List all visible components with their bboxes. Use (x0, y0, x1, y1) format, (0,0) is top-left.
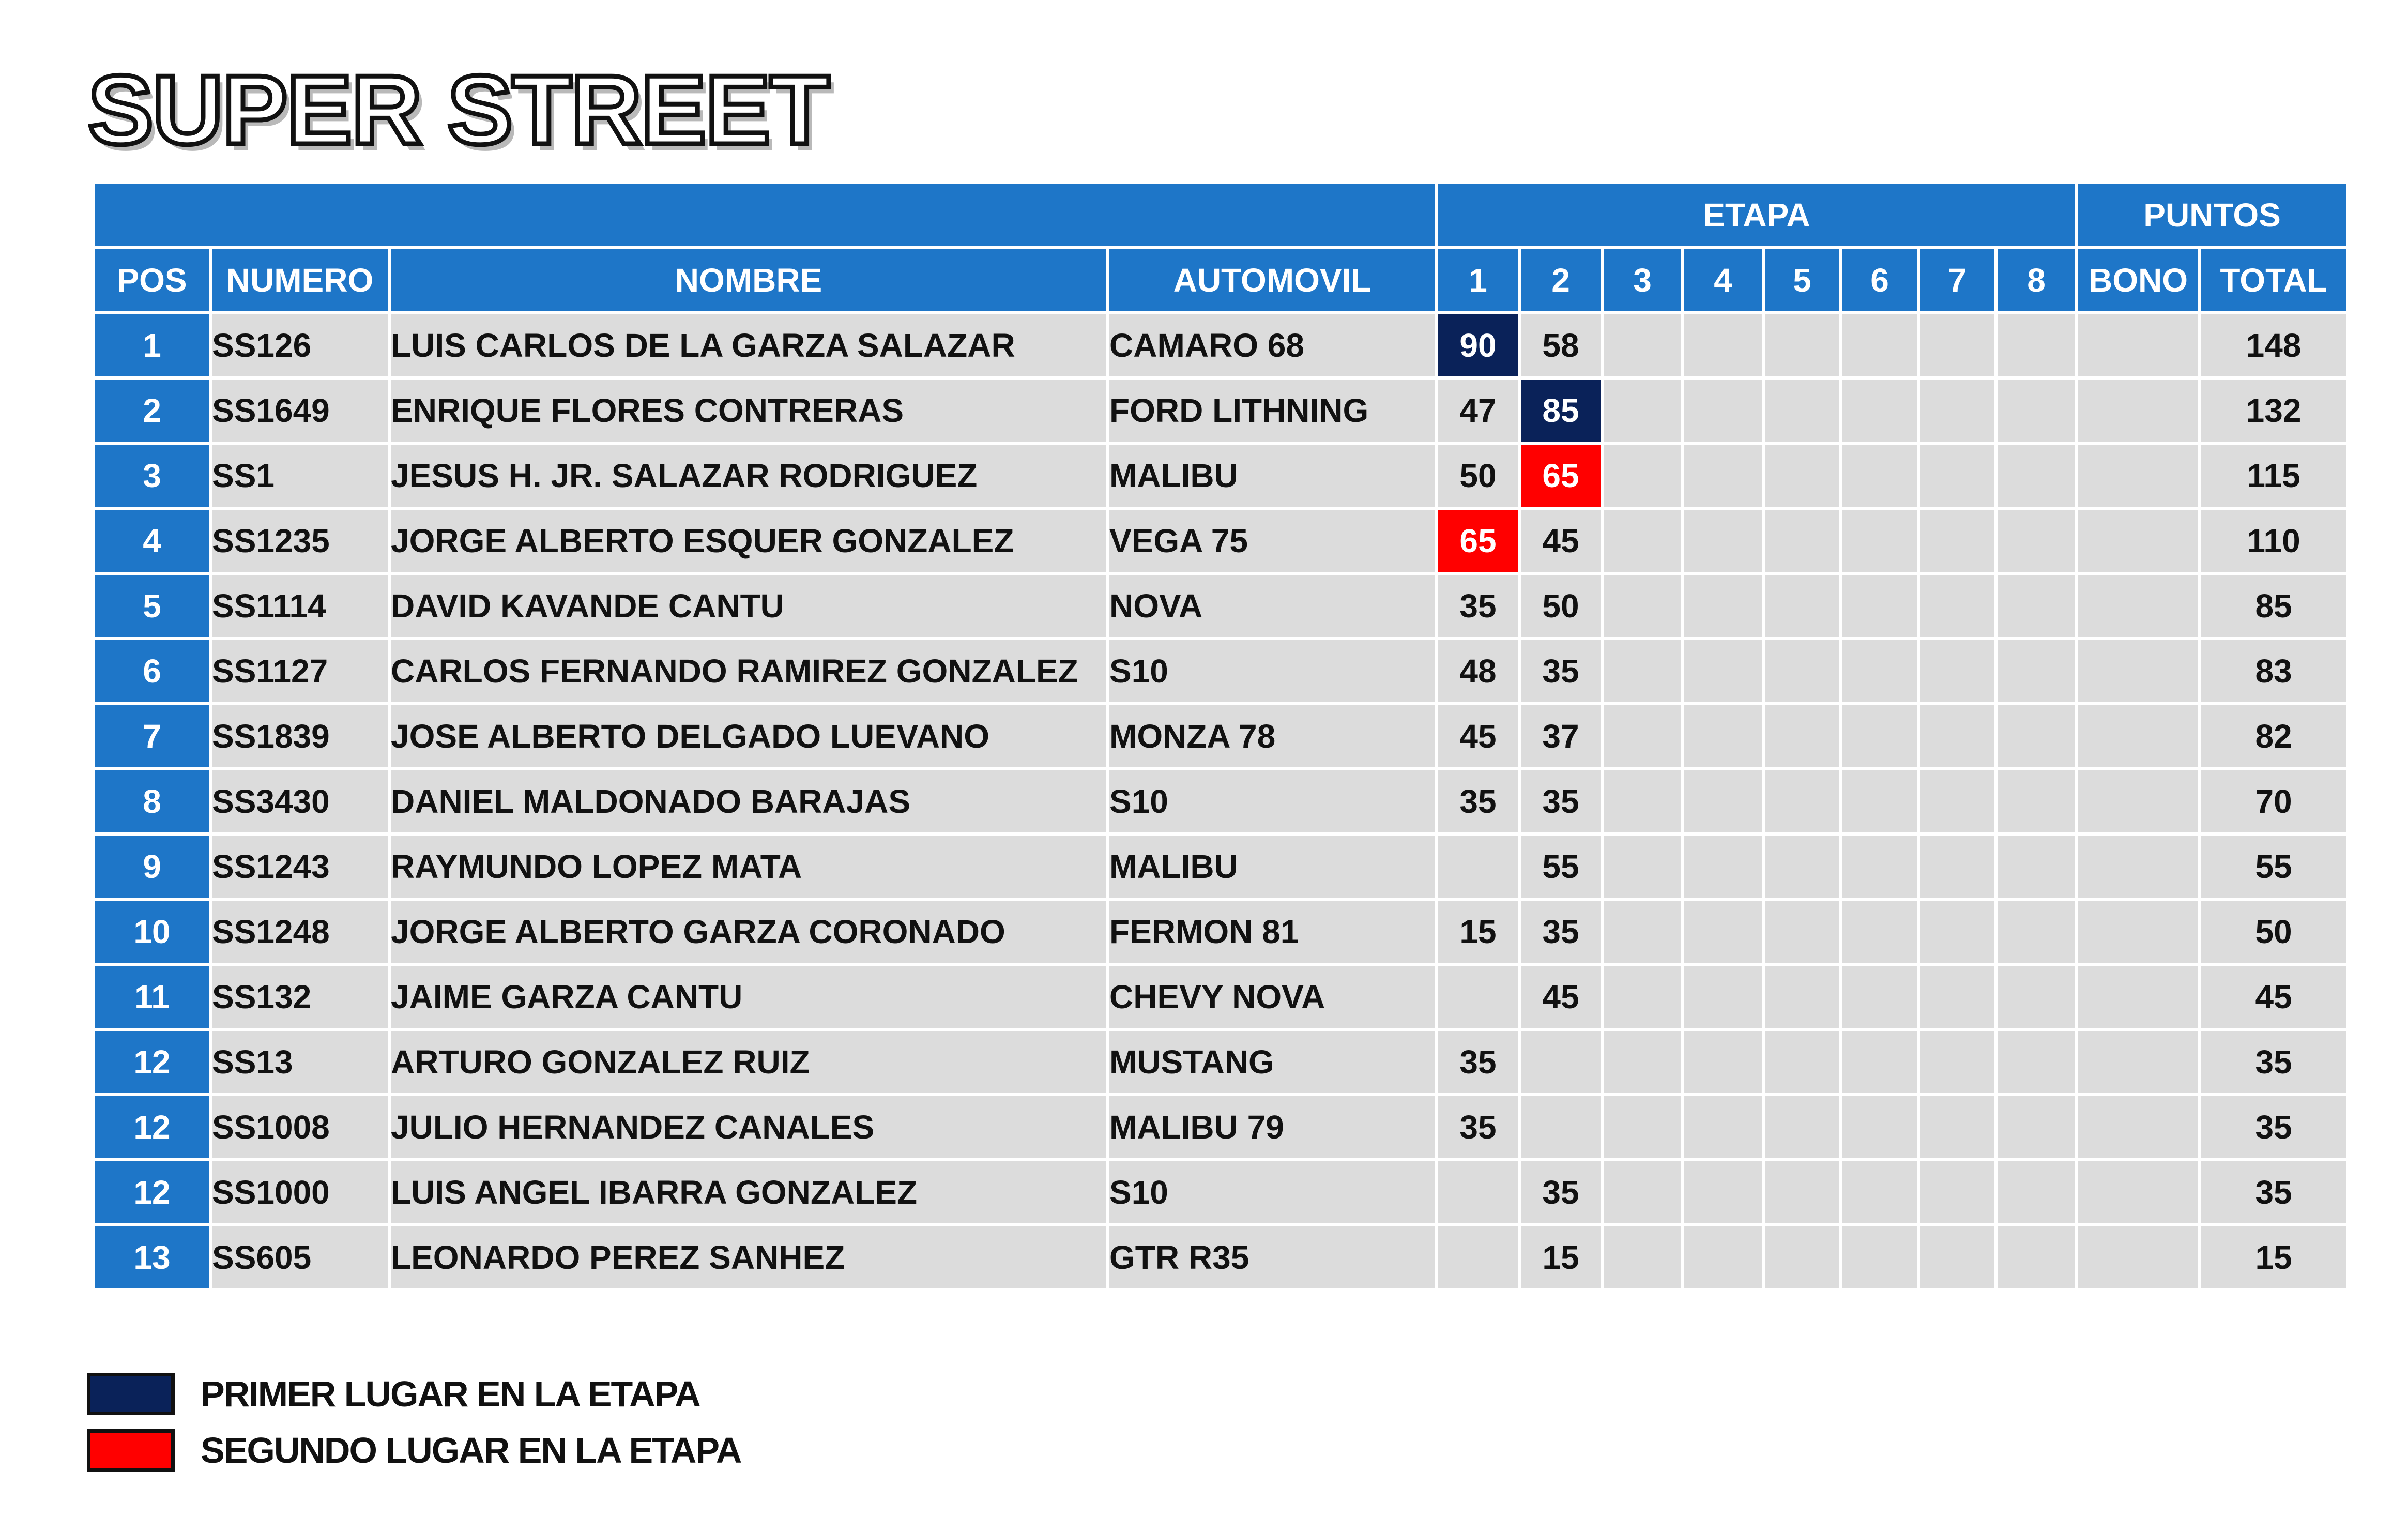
bonus-cell (2078, 575, 2198, 637)
stage-2-cell: 45 (1521, 510, 1601, 572)
number-cell: SS1248 (212, 901, 388, 963)
table-row (95, 640, 2346, 702)
number-cell: SS1243 (212, 836, 388, 898)
stage-1-cell: 35 (1438, 1031, 1518, 1093)
stage-1-cell: 35 (1438, 1096, 1518, 1158)
stage-6-cell (1842, 1226, 1917, 1288)
number-cell: SS1127 (212, 640, 388, 702)
stage-4-cell (1684, 640, 1762, 702)
col-header-stage-7: 7 (1920, 249, 1994, 311)
number-cell: SS1000 (212, 1161, 388, 1223)
stage-7-cell (1920, 1226, 1994, 1288)
total-cell: 83 (2201, 640, 2346, 702)
car-cell: FERMON 81 (1109, 901, 1435, 963)
col-header-total: TOTAL (2201, 249, 2346, 311)
stage-8-cell (1998, 1161, 2075, 1223)
position-cell: 2 (95, 380, 209, 442)
stage-3-cell (1604, 901, 1681, 963)
stage-1-cell: 65 (1438, 510, 1518, 572)
bonus-cell (2078, 445, 2198, 507)
col-header-stage-1: 1 (1438, 249, 1518, 311)
stage-8-cell (1998, 1226, 2075, 1288)
stage-2-cell: 35 (1521, 640, 1601, 702)
legend-second (87, 1429, 741, 1472)
bonus-cell (2078, 966, 2198, 1028)
stage-7-cell (1920, 640, 1994, 702)
stage-7-cell (1920, 836, 1994, 898)
standings-table (92, 181, 2349, 1292)
col-header-bono: BONO (2078, 249, 2198, 311)
stage-7-cell (1920, 1096, 1994, 1158)
total-cell: 148 (2201, 314, 2346, 376)
legend-first (87, 1373, 700, 1415)
legend-first-label: PRIMER LUGAR EN LA ETAPA (201, 1374, 700, 1414)
total-cell: 35 (2201, 1161, 2346, 1223)
stage-3-cell (1604, 510, 1681, 572)
stage-7-cell (1920, 966, 1994, 1028)
stage-5-cell (1765, 1226, 1839, 1288)
stage-6-cell (1842, 1096, 1917, 1158)
stage-6-cell (1842, 966, 1917, 1028)
stage-8-cell (1998, 510, 2075, 572)
position-cell: 7 (95, 705, 209, 767)
stage-6-cell (1842, 1161, 1917, 1223)
bonus-cell (2078, 705, 2198, 767)
name-cell: ARTURO GONZALEZ RUIZ (391, 1031, 1106, 1093)
number-cell: SS1114 (212, 575, 388, 637)
stage-8-cell (1998, 1031, 2075, 1093)
name-cell: JOSE ALBERTO DELGADO LUEVANO (391, 705, 1106, 767)
table-row (95, 770, 2346, 832)
car-cell: MALIBU 79 (1109, 1096, 1435, 1158)
stage-4-cell (1684, 836, 1762, 898)
stage-2-cell: 65 (1521, 445, 1601, 507)
stage-3-cell (1604, 836, 1681, 898)
table-row (95, 380, 2346, 442)
stage-7-cell (1920, 770, 1994, 832)
number-cell: SS1649 (212, 380, 388, 442)
stage-1-cell (1438, 1161, 1518, 1223)
stage-8-cell (1998, 1096, 2075, 1158)
stage-4-cell (1684, 1096, 1762, 1158)
position-cell: 10 (95, 901, 209, 963)
stage-4-cell (1684, 1226, 1762, 1288)
stage-8-cell (1998, 380, 2075, 442)
stage-1-cell: 15 (1438, 901, 1518, 963)
position-cell: 9 (95, 836, 209, 898)
stage-1-cell (1438, 1226, 1518, 1288)
table-row (95, 1096, 2346, 1158)
stage-6-cell (1842, 575, 1917, 637)
stage-7-cell (1920, 314, 1994, 376)
position-cell: 12 (95, 1096, 209, 1158)
position-cell: 1 (95, 314, 209, 376)
number-cell: SS132 (212, 966, 388, 1028)
stage-5-cell (1765, 640, 1839, 702)
stage-3-cell (1604, 314, 1681, 376)
bonus-cell (2078, 380, 2198, 442)
stage-7-cell (1920, 380, 1994, 442)
stage-2-cell: 85 (1521, 380, 1601, 442)
stage-7-cell (1920, 575, 1994, 637)
stage-1-cell: 35 (1438, 770, 1518, 832)
col-header-stage-5: 5 (1765, 249, 1839, 311)
total-cell: 85 (2201, 575, 2346, 637)
stage-5-cell (1765, 1161, 1839, 1223)
car-cell: S10 (1109, 770, 1435, 832)
stage-3-cell (1604, 575, 1681, 637)
stage-5-cell (1765, 575, 1839, 637)
stage-5-cell (1765, 445, 1839, 507)
table-row (95, 1161, 2346, 1223)
stage-2-cell: 35 (1521, 901, 1601, 963)
col-header-stage-6: 6 (1842, 249, 1917, 311)
car-cell: S10 (1109, 640, 1435, 702)
stage-3-cell (1604, 445, 1681, 507)
standings-body (95, 314, 2346, 1288)
stage-5-cell (1765, 966, 1839, 1028)
number-cell: SS1008 (212, 1096, 388, 1158)
position-cell: 12 (95, 1161, 209, 1223)
position-cell: 5 (95, 575, 209, 637)
name-cell: RAYMUNDO LOPEZ MATA (391, 836, 1106, 898)
stage-5-cell (1765, 380, 1839, 442)
stage-3-cell (1604, 640, 1681, 702)
column-header-row (95, 249, 2346, 311)
stage-6-cell (1842, 445, 1917, 507)
position-cell: 6 (95, 640, 209, 702)
stage-4-cell (1684, 705, 1762, 767)
legend-second-swatch (87, 1429, 175, 1472)
stage-8-cell (1998, 966, 2075, 1028)
position-cell: 13 (95, 1226, 209, 1288)
number-cell: SS1839 (212, 705, 388, 767)
total-cell: 55 (2201, 836, 2346, 898)
total-cell: 35 (2201, 1031, 2346, 1093)
stage-5-cell (1765, 1096, 1839, 1158)
table-row (95, 705, 2346, 767)
stage-6-cell (1842, 510, 1917, 572)
name-cell: JORGE ALBERTO ESQUER GONZALEZ (391, 510, 1106, 572)
table-row (95, 575, 2346, 637)
col-header-numero: NUMERO (212, 249, 388, 311)
stage-6-cell (1842, 770, 1917, 832)
col-header-automovil: AUTOMOVIL (1109, 249, 1435, 311)
stage-8-cell (1998, 314, 2075, 376)
total-cell: 45 (2201, 966, 2346, 1028)
stage-8-cell (1998, 575, 2075, 637)
total-cell: 132 (2201, 380, 2346, 442)
stage-4-cell (1684, 445, 1762, 507)
stage-8-cell (1998, 901, 2075, 963)
name-cell: LUIS CARLOS DE LA GARZA SALAZAR (391, 314, 1106, 376)
name-cell: JESUS H. JR. SALAZAR RODRIGUEZ (391, 445, 1106, 507)
stage-8-cell (1998, 640, 2075, 702)
stage-3-cell (1604, 705, 1681, 767)
table-row (95, 901, 2346, 963)
stage-2-cell: 15 (1521, 1226, 1601, 1288)
stage-8-cell (1998, 836, 2075, 898)
col-header-stage-4: 4 (1684, 249, 1762, 311)
table-row (95, 1226, 2346, 1288)
stage-1-cell: 48 (1438, 640, 1518, 702)
stage-4-cell (1684, 1161, 1762, 1223)
number-cell: SS13 (212, 1031, 388, 1093)
stage-7-cell (1920, 705, 1994, 767)
table-row (95, 836, 2346, 898)
stage-3-cell (1604, 1096, 1681, 1158)
name-cell: DANIEL MALDONADO BARAJAS (391, 770, 1106, 832)
table-row (95, 966, 2346, 1028)
col-header-stage-3: 3 (1604, 249, 1681, 311)
stage-1-cell (1438, 966, 1518, 1028)
table-row (95, 510, 2346, 572)
car-cell: CAMARO 68 (1109, 314, 1435, 376)
bonus-cell (2078, 1226, 2198, 1288)
stage-7-cell (1920, 901, 1994, 963)
total-cell: 15 (2201, 1226, 2346, 1288)
stage-6-cell (1842, 380, 1917, 442)
position-cell: 3 (95, 445, 209, 507)
stage-6-cell (1842, 836, 1917, 898)
total-cell: 82 (2201, 705, 2346, 767)
legend-first-swatch (87, 1373, 175, 1415)
stage-7-cell (1920, 445, 1994, 507)
bonus-cell (2078, 901, 2198, 963)
stage-6-cell (1842, 705, 1917, 767)
position-cell: 4 (95, 510, 209, 572)
stage-3-cell (1604, 1226, 1681, 1288)
stage-4-cell (1684, 901, 1762, 963)
number-cell: SS3430 (212, 770, 388, 832)
bonus-cell (2078, 836, 2198, 898)
bonus-cell (2078, 314, 2198, 376)
stage-7-cell (1920, 1031, 1994, 1093)
stage-1-cell: 45 (1438, 705, 1518, 767)
car-cell: S10 (1109, 1161, 1435, 1223)
car-cell: CHEVY NOVA (1109, 966, 1435, 1028)
bonus-cell (2078, 1031, 2198, 1093)
stage-2-cell: 35 (1521, 1161, 1601, 1223)
stage-1-cell: 90 (1438, 314, 1518, 376)
group-header-points: PUNTOS (2078, 184, 2346, 246)
table-row (95, 314, 2346, 376)
stage-4-cell (1684, 380, 1762, 442)
stage-2-cell: 50 (1521, 575, 1601, 637)
name-cell: LUIS ANGEL IBARRA GONZALEZ (391, 1161, 1106, 1223)
group-header-row (95, 184, 2346, 246)
stage-2-cell: 35 (1521, 770, 1601, 832)
car-cell: GTR R35 (1109, 1226, 1435, 1288)
name-cell: CARLOS FERNANDO RAMIREZ GONZALEZ (391, 640, 1106, 702)
name-cell: LEONARDO PEREZ SANHEZ (391, 1226, 1106, 1288)
stage-5-cell (1765, 314, 1839, 376)
car-cell: MALIBU (1109, 445, 1435, 507)
stage-5-cell (1765, 510, 1839, 572)
bonus-cell (2078, 640, 2198, 702)
number-cell: SS126 (212, 314, 388, 376)
stage-6-cell (1842, 640, 1917, 702)
stage-3-cell (1604, 966, 1681, 1028)
name-cell: JAIME GARZA CANTU (391, 966, 1106, 1028)
car-cell: MUSTANG (1109, 1031, 1435, 1093)
stage-5-cell (1765, 1031, 1839, 1093)
legend-second-label: SEGUNDO LUGAR EN LA ETAPA (201, 1430, 741, 1470)
car-cell: VEGA 75 (1109, 510, 1435, 572)
stage-6-cell (1842, 1031, 1917, 1093)
name-cell: JULIO HERNANDEZ CANALES (391, 1096, 1106, 1158)
stage-4-cell (1684, 1031, 1762, 1093)
group-header-blank (95, 184, 1435, 246)
stage-8-cell (1998, 445, 2075, 507)
number-cell: SS1235 (212, 510, 388, 572)
stage-1-cell: 35 (1438, 575, 1518, 637)
group-header-stage: ETAPA (1438, 184, 2075, 246)
stage-5-cell (1765, 901, 1839, 963)
table-row (95, 1031, 2346, 1093)
stage-2-cell (1521, 1031, 1601, 1093)
bonus-cell (2078, 770, 2198, 832)
stage-4-cell (1684, 314, 1762, 376)
stage-1-cell (1438, 836, 1518, 898)
car-cell: NOVA (1109, 575, 1435, 637)
total-cell: 70 (2201, 770, 2346, 832)
stage-2-cell: 45 (1521, 966, 1601, 1028)
stage-2-cell: 37 (1521, 705, 1601, 767)
table-row (95, 445, 2346, 507)
total-cell: 110 (2201, 510, 2346, 572)
stage-4-cell (1684, 770, 1762, 832)
stage-8-cell (1998, 770, 2075, 832)
stage-8-cell (1998, 705, 2075, 767)
stage-6-cell (1842, 901, 1917, 963)
number-cell: SS1 (212, 445, 388, 507)
stage-1-cell: 47 (1438, 380, 1518, 442)
car-cell: FORD LITHNING (1109, 380, 1435, 442)
stage-4-cell (1684, 575, 1762, 637)
bonus-cell (2078, 1161, 2198, 1223)
stage-7-cell (1920, 510, 1994, 572)
stage-3-cell (1604, 1031, 1681, 1093)
total-cell: 50 (2201, 901, 2346, 963)
stage-4-cell (1684, 966, 1762, 1028)
name-cell: JORGE ALBERTO GARZA CORONADO (391, 901, 1106, 963)
position-cell: 11 (95, 966, 209, 1028)
page-title: SUPER STREET (88, 55, 829, 165)
stage-5-cell (1765, 836, 1839, 898)
stage-3-cell (1604, 1161, 1681, 1223)
stage-4-cell (1684, 510, 1762, 572)
stage-1-cell: 50 (1438, 445, 1518, 507)
bonus-cell (2078, 510, 2198, 572)
name-cell: DAVID KAVANDE CANTU (391, 575, 1106, 637)
stage-2-cell (1521, 1096, 1601, 1158)
stage-7-cell (1920, 1161, 1994, 1223)
number-cell: SS605 (212, 1226, 388, 1288)
name-cell: ENRIQUE FLORES CONTRERAS (391, 380, 1106, 442)
total-cell: 35 (2201, 1096, 2346, 1158)
stage-2-cell: 58 (1521, 314, 1601, 376)
position-cell: 12 (95, 1031, 209, 1093)
car-cell: MONZA 78 (1109, 705, 1435, 767)
total-cell: 115 (2201, 445, 2346, 507)
col-header-stage-8: 8 (1998, 249, 2075, 311)
car-cell: MALIBU (1109, 836, 1435, 898)
position-cell: 8 (95, 770, 209, 832)
col-header-stage-2: 2 (1521, 249, 1601, 311)
stage-5-cell (1765, 705, 1839, 767)
stage-2-cell: 55 (1521, 836, 1601, 898)
stage-3-cell (1604, 770, 1681, 832)
col-header-pos: POS (95, 249, 209, 311)
stage-5-cell (1765, 770, 1839, 832)
stage-3-cell (1604, 380, 1681, 442)
col-header-nombre: NOMBRE (391, 249, 1106, 311)
bonus-cell (2078, 1096, 2198, 1158)
stage-6-cell (1842, 314, 1917, 376)
